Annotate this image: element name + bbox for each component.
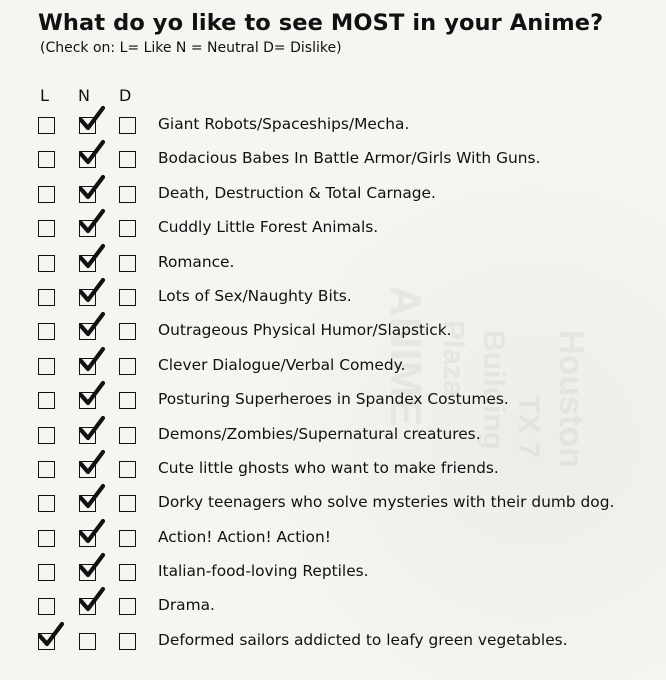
checkbox-dislike[interactable] [119,117,136,134]
checkbox-neutral[interactable] [79,255,96,272]
checkbox-dislike[interactable] [119,289,136,306]
checkmark-icon [79,176,105,202]
bleed-through-text: Plaza [437,320,470,397]
checkmark-icon [79,141,105,167]
item-label: Romance. [158,252,235,271]
checkbox-neutral[interactable] [79,633,96,650]
checkmark-icon [79,210,105,236]
item-label: Italian-food-loving Reptiles. [158,562,369,581]
checkbox-neutral[interactable] [79,289,96,306]
checkbox-dislike[interactable] [119,530,136,547]
checkbox-dislike[interactable] [119,427,136,444]
bleed-through-text: ANIME [381,285,430,427]
checkbox-dislike[interactable] [119,186,136,203]
checkmark-icon [79,451,105,477]
checkmark-icon [79,348,105,374]
checkmark-icon [79,279,105,305]
checkbox-neutral[interactable] [79,427,96,444]
item-label: Posturing Superheroes in Spandex Costumes. [158,390,509,409]
checkbox-neutral[interactable] [79,151,96,168]
checkbox-like[interactable] [38,323,55,340]
checkbox-like[interactable] [38,358,55,375]
checkbox-dislike[interactable] [119,323,136,340]
checkbox-dislike[interactable] [119,255,136,272]
checkbox-dislike[interactable] [119,495,136,512]
item-label: Death, Destruction & Total Carnage. [158,183,436,202]
preference-list [0,117,666,667]
checkbox-like[interactable] [38,633,55,650]
bleed-through-text: Building [477,330,510,450]
checkbox-neutral[interactable] [79,461,96,478]
checkbox-neutral[interactable] [79,530,96,547]
checkbox-dislike[interactable] [119,564,136,581]
checkbox-dislike[interactable] [119,151,136,168]
item-label: Clever Dialogue/Verbal Comedy. [158,355,406,374]
checkbox-like[interactable] [38,598,55,615]
page-title: What do yo like to see MOST in your Anime? [38,10,604,36]
checkbox-like[interactable] [38,461,55,478]
item-label: Deformed sailors addicted to leafy green vegetables. [158,630,568,649]
checkmark-icon [79,313,105,339]
column-header-dislike: D [119,86,132,105]
item-label: Action! Action! Action! [158,527,331,546]
checkbox-like[interactable] [38,495,55,512]
checkmark-icon [79,382,105,408]
checkbox-neutral[interactable] [79,323,96,340]
checkbox-neutral[interactable] [79,220,96,237]
checkbox-neutral[interactable] [79,186,96,203]
checkbox-like[interactable] [38,220,55,237]
checkbox-neutral[interactable] [79,495,96,512]
checkbox-like[interactable] [38,392,55,409]
checkbox-dislike[interactable] [119,633,136,650]
checkbox-dislike[interactable] [119,220,136,237]
checkmark-icon [79,588,105,614]
checkbox-like[interactable] [38,255,55,272]
item-label: Bodacious Babes In Battle Armor/Girls With Guns. [158,149,541,168]
checkbox-like[interactable] [38,117,55,134]
checkbox-like[interactable] [38,564,55,581]
checkbox-neutral[interactable] [79,392,96,409]
checkbox-neutral[interactable] [79,358,96,375]
bleed-through-text: Houston [552,330,590,468]
item-label: Drama. [158,596,215,615]
checkbox-like[interactable] [38,289,55,306]
item-label: Cute little ghosts who want to make friends. [158,458,499,477]
list-item [0,598,666,632]
bleed-through-text: TX 7 [512,395,545,459]
checkbox-dislike[interactable] [119,598,136,615]
checkbox-like[interactable] [38,186,55,203]
checkbox-like[interactable] [38,530,55,547]
list-item [0,630,666,667]
column-header-like: L [40,86,49,105]
checkbox-neutral[interactable] [79,117,96,134]
checkmark-icon [79,520,105,546]
checkbox-neutral[interactable] [79,598,96,615]
checkbox-dislike[interactable] [119,461,136,478]
checkmark-icon [79,107,105,133]
instructions: (Check on: L= Like N = Neutral D= Dislike) [40,40,342,56]
checkbox-like[interactable] [38,427,55,444]
item-label: Giant Robots/Spaceships/Mecha. [158,115,410,133]
column-header-neutral: N [78,86,90,105]
checkbox-neutral[interactable] [79,564,96,581]
item-label: Outrageous Physical Humor/Slapstick. [158,321,452,340]
item-label: Lots of Sex/Naughty Bits. [158,286,352,305]
checkmark-icon [79,554,105,580]
checkbox-dislike[interactable] [119,392,136,409]
checkmark-icon [38,623,64,649]
checkmark-icon [79,417,105,443]
item-label: Cuddly Little Forest Animals. [158,218,379,237]
item-label: Dorky teenagers who solve mysteries with their dumb dog. [158,493,615,512]
checkbox-dislike[interactable] [119,358,136,375]
checkmark-icon [79,485,105,511]
checkmark-icon [79,245,105,271]
checkbox-like[interactable] [38,151,55,168]
item-label: Demons/Zombies/Supernatural creatures. [158,424,481,443]
